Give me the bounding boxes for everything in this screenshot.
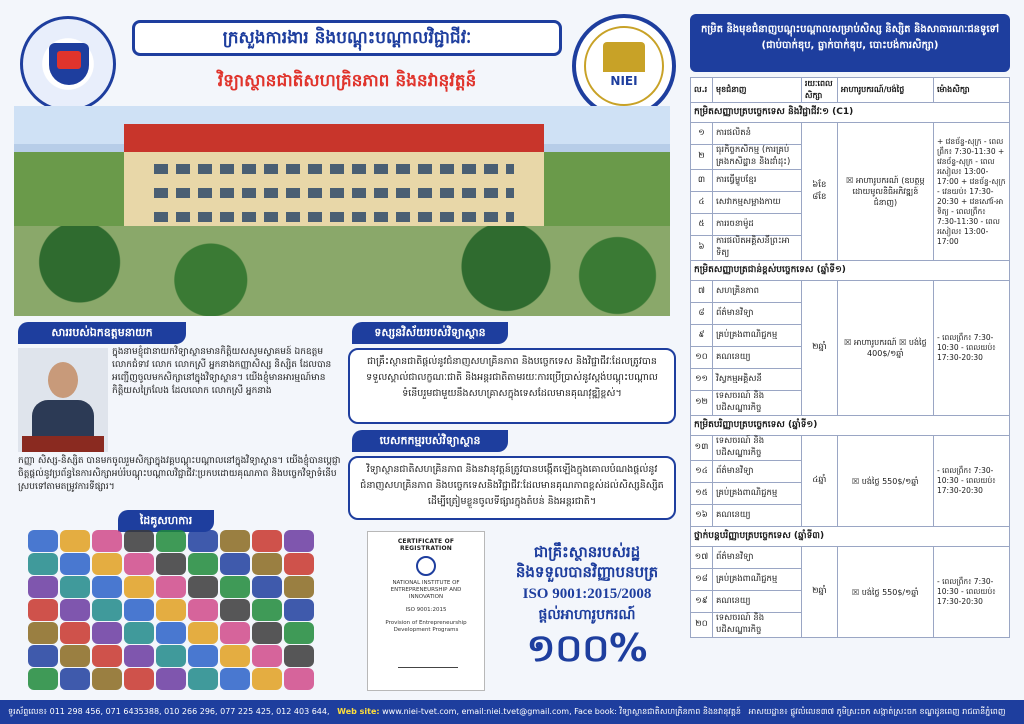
partner-logo-icon <box>188 622 218 644</box>
partner-logo-icon <box>284 645 314 667</box>
row-number: ១៣ <box>691 436 713 461</box>
partner-logo-icon <box>156 530 186 552</box>
row-skill: ការផលិតនំ <box>713 123 802 145</box>
partner-logo-icon <box>28 553 58 575</box>
col-duration: រយៈពេលសិក្សា <box>801 78 837 103</box>
partner-logo-icon <box>220 622 250 644</box>
campus-photo <box>14 106 670 316</box>
person-suit-icon <box>32 400 94 440</box>
row-fee: ☒ បង់ថ្លៃ 550$/១ឆ្នាំ <box>837 436 933 527</box>
row-number: ១២ <box>691 391 713 416</box>
col-no: ល.រ <box>691 78 713 103</box>
partner-logo-icon <box>92 576 122 598</box>
partner-logo-icon <box>284 576 314 598</box>
partner-logo-icon <box>60 553 90 575</box>
footer-address: ផ្លូវលំលេខ៣៧ ភូមិស្រះចក សង្កាត់ស្រះចក ខណ្ឌដូនពេញ រាជធានីភ្នំពេញ <box>790 707 1006 716</box>
partner-logo-icon <box>60 668 90 690</box>
row-skill: ការផលិតអគ្គិសនីព្រះអាទិត្យ <box>713 236 802 261</box>
partner-logo-icon <box>252 645 282 667</box>
row-number: ២០ <box>691 613 713 638</box>
partner-logo-icon <box>156 553 186 575</box>
ministry-title: ក្រសួងការងារ និងបណ្តុះបណ្តាលវិជ្ជាជីវៈ <box>132 20 562 56</box>
programs-table <box>690 77 1010 638</box>
partner-logo-icon <box>284 622 314 644</box>
partner-logo-icon <box>156 622 186 644</box>
row-skill: ព័ត៌មានវិទ្យា <box>713 461 802 483</box>
row-duration: ២ឆ្នាំ <box>801 547 837 638</box>
certificate-org1: NATIONAL INSTITUTE OF <box>392 580 460 586</box>
signature-line <box>398 660 458 668</box>
row-schedule: - ពេលព្រឹក៖ 7:30-10:30 - ពេលយប់៖ 17:30-20:30 <box>934 436 1010 527</box>
partner-logo-icon <box>124 622 154 644</box>
partner-logos-grid <box>28 530 318 694</box>
section-title: កម្រិតសញ្ញាបត្របច្ចេកទេស និងវិជ្ជាជីវៈ១ (C1) <box>691 103 1010 123</box>
row-number: ៣ <box>691 170 713 192</box>
row-number: ១៩ <box>691 591 713 613</box>
footer-phone-label: ទូរស័ព្ទលេខ៖ <box>8 707 48 716</box>
row-number: ៩ <box>691 325 713 347</box>
iso-claim-line1: ជាគ្រឹះស្ថានរបស់រដ្ឋ <box>533 543 641 561</box>
row-skill: ព័ត៌មានវិទ្យា <box>713 547 802 569</box>
row-skill: ធុរកិច្ចកសិកម្ម (ការគ្រប់គ្រងកសិដ្ឋាន និងដាំដុះ) <box>713 145 802 170</box>
section-row <box>691 527 1010 547</box>
row-schedule: - ពេលព្រឹក៖ 7:30-10:30 - ពេលយប់៖ 17:30-20:30 <box>934 547 1010 638</box>
row-schedule: + វេនច័ន្ទ-សុក្រ - ពេលព្រឹក៖ 7:30-11:30 + វេនច័ន្ទ-សុក្រ - ពេលរសៀល៖ 13:00-17:00 + វេនច័ន្ទ-សុក្រ - វេនយប់៖ 17:30-20:30 + វេនសៅរ៍-អាទិត្យ - ពេលព្រឹក៖ 7:30-11:30 - ពេលរសៀល៖ 13:00-17:00 <box>934 123 1010 261</box>
partner-logo-icon <box>92 668 122 690</box>
partner-logo-icon <box>156 576 186 598</box>
row-skill: គណនេយ្យ <box>713 347 802 369</box>
table-row <box>691 436 1010 461</box>
row-schedule: - ពេលព្រឹក៖ 7:30-10:30 - ពេលយប់៖ 17:30-20:30 <box>934 281 1010 416</box>
niei-logo-text: NIEI <box>610 74 638 88</box>
row-number: ២ <box>691 145 713 170</box>
partner-logo-icon <box>28 645 58 667</box>
vision-box <box>348 348 676 424</box>
partner-logo-icon <box>220 576 250 598</box>
row-skill: គណនេយ្យ <box>713 591 802 613</box>
footer-address-label: អាសយដ្ឋាន៖ <box>748 707 788 716</box>
message-text-part2: កញ្ញា សិស្ស-និស្សិត បានមកចូលរួមសិក្សាក្នុងវគ្គបណ្តុះបណ្តាលនៅក្នុងវិទ្យាស្ថាន។ យើងខ្ញុំបានប្តេជ្ញាចិត្តផ្តល់នូវប្រព័ន្ធនៃការសិក្សាអប់រំបណ្តុះបណ្តាលវិជ្ជាជីវៈប្រកបដោយគុណភាព និងបច្ចេកវិទ្យាទំនើបស្របទៅតាមតម្រូវការទីផ្សារ។ <box>18 456 341 492</box>
partner-logo-icon <box>220 599 250 621</box>
row-skill: ទេសចរណ៍ និងបដិសណ្ឋារកិច្ច <box>713 613 802 638</box>
row-duration: ២ឆ្នាំ <box>801 281 837 416</box>
iso-claim-line2: និងទទួលបានវិញ្ញាបនបត្រ <box>515 563 659 581</box>
row-number: ៨ <box>691 303 713 325</box>
row-skill: គ្រប់គ្រងពាណិជ្ជកម្ម <box>713 325 802 347</box>
partner-logo-icon <box>28 530 58 552</box>
partner-logo-icon <box>220 645 250 667</box>
message-text-part1: ក្នុងនាមខ្ញុំជានាយកវិទ្យាស្ថានមានកិត្តិយសសូមស្វាគមន៍ ឯកឧត្តម លោកជំទាវ លោក លោកស្រី អ្នកនាងកញ្ញាសិស្ស និស្សិត ដែលបានអញ្ជើញចូលមកសិក្សានៅក្នុងវិទ្យាស្ថាន។ យើងខ្ញុំមានអារម្មណ៍មានកិត្តិយសក្រៃលែង ដែលលោក លោកស្រី អ្នកនាង <box>112 347 332 396</box>
partner-logo-icon <box>92 530 122 552</box>
partner-logo-icon <box>188 553 218 575</box>
col-schedule: ម៉ោងសិក្សា <box>934 78 1010 103</box>
footer <box>0 700 1024 724</box>
row-duration: ៦ខែ ៨ខែ <box>801 123 837 261</box>
certificate-scope2: Development Programs <box>393 627 459 633</box>
partner-logo-icon <box>124 599 154 621</box>
row-number: ៤ <box>691 192 713 214</box>
row-skill: គ្រប់គ្រងពាណិជ្ជកម្ម <box>713 483 802 505</box>
section-row <box>691 103 1010 123</box>
partner-logo-icon <box>60 599 90 621</box>
header <box>12 14 680 106</box>
partner-logo-icon <box>188 576 218 598</box>
partner-logo-icon <box>188 599 218 621</box>
scholarship-label: ផ្តល់អាហារូបករណ៍ <box>538 607 636 623</box>
message-heading: សាររបស់ឯកឧត្តមនាយក <box>18 322 186 344</box>
row-skill: ទេសចរណ៍ និងបដិសណ្ឋារកិច្ច <box>713 436 802 461</box>
partner-logo-icon <box>252 622 282 644</box>
partner-logo-icon <box>284 530 314 552</box>
table-row <box>691 123 1010 145</box>
row-number: ១៥ <box>691 483 713 505</box>
partner-logo-icon <box>92 622 122 644</box>
programs-header-line1: កម្រិត និងមុខជំនាញបណ្តុះបណ្តាលសម្រាប់សិស្ស និស្សិត និងសាធារណៈជនទូទៅ <box>700 24 1000 35</box>
partner-logo-icon <box>60 530 90 552</box>
ministry-flag-icon <box>57 51 81 69</box>
row-number: ១៨ <box>691 569 713 591</box>
row-skill: គណនេយ្យ <box>713 505 802 527</box>
ministry-logo <box>20 16 116 112</box>
certification-body-icon <box>416 556 436 576</box>
partners-heading: ដៃគូសហការ <box>118 510 214 532</box>
partner-logo-icon <box>188 668 218 690</box>
programs-header-line2: (ជាប់បាក់ឌុប, ធ្លាក់បាក់ឌុប, បោះបង់ការសិក្សា) <box>761 40 939 51</box>
partner-logo-icon <box>284 599 314 621</box>
partner-logo-icon <box>156 645 186 667</box>
row-number: ៥ <box>691 214 713 236</box>
footer-phones: 011 298 456, 071 6435388, 010 266 296, 077 225 425, 012 403 644, <box>49 707 330 716</box>
section-title: កម្រិតបរិញ្ញាបត្របច្ចេកទេស (ឆ្នាំទី១) <box>691 416 1010 436</box>
partner-logo-icon <box>60 645 90 667</box>
partner-logo-icon <box>92 645 122 667</box>
partner-logo-icon <box>188 530 218 552</box>
programs-table-header <box>690 14 1010 72</box>
row-fee: ☒ អាហារូបករណ៍ ☒ បង់ថ្លៃ 400$/១ឆ្នាំ <box>837 281 933 416</box>
partner-logo-icon <box>220 553 250 575</box>
partner-logo-icon <box>28 599 58 621</box>
row-fee: ☒ បង់ថ្លៃ 550$/១ឆ្នាំ <box>837 547 933 638</box>
row-skill: ការធ្វើម្ហូបខ្មែរ <box>713 170 802 192</box>
col-fee: អាហារូបករណ៍/បង់ថ្លៃ <box>837 78 933 103</box>
certificate-standard: ISO 9001:2015 <box>405 607 447 613</box>
footer-web-label: Web site: <box>337 707 380 716</box>
partner-logo-icon <box>284 668 314 690</box>
table-row <box>691 281 1010 303</box>
mission-text: វិទ្យាស្ថានជាតិសហគ្រិនភាព និងនវានុវត្តន៍ត្រូវបានបង្កើតឡើងក្នុងគោលបំណងផ្តល់នូវជំនាញសហគ្រិនភាព និងបច្ចេកទេសនិងវិជ្ជាជីវៈដែលមានគុណភាពខ្ពស់ដល់សិស្សនិស្សិតដើម្បីត្រៀមខ្លួនចូលទីផ្សារក្នុងតំបន់ និងអន្តរជាតិ។ <box>360 464 664 507</box>
row-skill: សេវាកម្មសម្អាងកាយ <box>713 192 802 214</box>
table-header-row <box>691 78 1010 103</box>
partner-logo-icon <box>188 645 218 667</box>
director-portrait <box>18 348 108 452</box>
niei-logo <box>572 14 676 118</box>
table-row <box>691 547 1010 569</box>
row-number: ១១ <box>691 369 713 391</box>
partner-logo-icon <box>124 668 154 690</box>
podium-icon <box>22 436 104 452</box>
partner-logo-icon <box>92 599 122 621</box>
mission-heading: បេសកកម្មរបស់វិទ្យាស្ថាន <box>352 430 508 452</box>
row-number: ១៧ <box>691 547 713 569</box>
row-number: ១ <box>691 123 713 145</box>
row-number: ៧ <box>691 281 713 303</box>
section-row <box>691 416 1010 436</box>
iso-certificate <box>367 531 485 691</box>
partner-logo-icon <box>220 530 250 552</box>
row-skill: ទេសចរណ៍ និងបដិសណ្ឋារកិច្ច <box>713 391 802 416</box>
certificate-title: CERTIFICATE OF REGISTRATION <box>397 538 455 552</box>
partner-logo-icon <box>252 668 282 690</box>
vision-text: ជាគ្រឹះស្ថានជាតិផ្តល់នូវជំនាញសហគ្រិនភាព និងបច្ចេកទេស និងវិជ្ជាជីវៈដែលត្រូវបានទទួលស្គាល់ជាលក្ខណៈជាតិ និងអន្តរជាតិតាមរយៈការប្រើប្រាស់នូវស្តង់បណ្តុះបណ្តាលទំនើបរួមជាមួយនឹងសហគ្រាសក្នុងទេសដែលមានគុណវុឌ្ឍិខ្ពស់។ <box>366 356 658 399</box>
partner-logo-icon <box>92 553 122 575</box>
building-windows <box>154 212 514 222</box>
section-row <box>691 261 1010 281</box>
certificate-org2: ENTREPRENEURSHIP AND INNOVATION <box>390 587 462 600</box>
row-number: ១០ <box>691 347 713 369</box>
building-roof <box>124 124 544 152</box>
row-fee: ☒ អាហារូបករណ៍ (ឧបត្ថម្ភដោយមូលនិធិអភិវឌ្ឍន៍ជំនាញ) <box>837 123 933 261</box>
row-skill: វិស្វកម្មអគ្គិសនី <box>713 369 802 391</box>
partner-logo-icon <box>28 576 58 598</box>
partner-logo-icon <box>28 622 58 644</box>
row-duration: ៤ឆ្នាំ <box>801 436 837 527</box>
row-skill: ការរចនាម៉ូដ <box>713 214 802 236</box>
row-skill: ព័ត៌មានវិទ្យា <box>713 303 802 325</box>
partner-logo-icon <box>284 553 314 575</box>
partner-logo-icon <box>60 576 90 598</box>
iso-claim <box>494 542 680 692</box>
footer-web[interactable]: www.niei-tvet.com, email:niei.tvet@gmail.com, Face book: វិទ្យាស្ថានជាតិសហគ្រិនភាព និងនវានុវត្តន៍ <box>382 707 741 716</box>
row-skill: គ្រប់គ្រងពាណិជ្ជកម្ម <box>713 569 802 591</box>
partner-logo-icon <box>156 599 186 621</box>
partner-logo-icon <box>252 530 282 552</box>
partner-logo-icon <box>124 576 154 598</box>
partner-logo-icon <box>220 668 250 690</box>
trees <box>14 226 670 316</box>
scholarship-percent: ១០០% <box>526 626 648 670</box>
row-skill: សហគ្រិនភាព <box>713 281 802 303</box>
person-head-icon <box>48 362 78 398</box>
institute-title: វិទ្យាស្ថានជាតិសហគ្រិនភាព និងនវានុវត្តន៍ <box>217 71 477 91</box>
partner-logo-icon <box>124 645 154 667</box>
partner-logo-icon <box>60 622 90 644</box>
row-number: ៦ <box>691 236 713 261</box>
partner-logo-icon <box>124 553 154 575</box>
building-windows <box>154 188 514 198</box>
section-title: ថ្នាក់បន្តបរិញ្ញាបត្របច្ចេកទេស (ឆ្នាំទី៣) <box>691 527 1010 547</box>
section-title: កម្រិតសញ្ញាបត្រជាន់ខ្ពស់បច្ចេកទេស (ឆ្នាំទី១) <box>691 261 1010 281</box>
iso-standard: ISO 9001:2015/2008 <box>522 586 652 602</box>
certificate-scope1: Provision of Entrepreneurship <box>385 620 467 626</box>
row-number: ១៤ <box>691 461 713 483</box>
col-skill: មុខជំនាញ <box>713 78 802 103</box>
vision-heading: ទស្សនវិស័យរបស់វិទ្យាស្ថាន <box>352 322 508 344</box>
row-number: ១៦ <box>691 505 713 527</box>
partner-logo-icon <box>252 599 282 621</box>
mission-box <box>348 456 676 520</box>
niei-building-icon <box>603 42 645 72</box>
partner-logo-icon <box>124 530 154 552</box>
partner-logo-icon <box>252 576 282 598</box>
partner-logo-icon <box>28 668 58 690</box>
partner-logo-icon <box>156 668 186 690</box>
building-windows <box>154 164 514 174</box>
partner-logo-icon <box>252 553 282 575</box>
